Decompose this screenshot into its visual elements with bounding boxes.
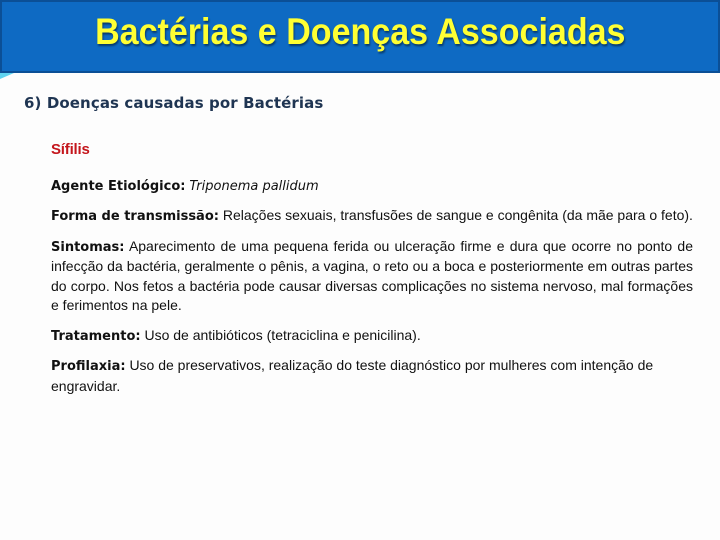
title-banner [0, 0, 720, 73]
field-value: Relações sexuais, transfusões de sangue e congênita (da mãe para o feto). [222, 207, 693, 223]
field-forma-transmissao [51, 206, 693, 227]
field-label: Sintomas: [51, 239, 125, 255]
field-value: Triponema pallidum [189, 178, 319, 194]
field-profilaxia [51, 356, 693, 396]
field-label: Agente Etiológico: [51, 178, 186, 194]
slide-title: Bactérias e Doenças Associadas [94, 10, 626, 52]
field-label: Profilaxia: [51, 359, 126, 374]
field-value: Uso de preservativos, realização do teste diagnóstico por mulheres com intenção de engravidar. [51, 357, 654, 394]
field-label: Forma de transmissão: [51, 209, 219, 224]
disease-content [51, 140, 693, 406]
field-tratamento [51, 326, 693, 347]
field-value: Aparecimento de uma pequena ferida ou ulceração firme e dura que ocorre no ponto de infecção da bactéria, geralmente o pênis, a vagina, o reto ou a boca e posteriormente em outras partes do corpo. Nos fetos a bactéria pode causar diversas complicações no sistema nervoso, mal formações e ferimentos na pele. [51, 237, 694, 313]
field-value: Uso de antibióticos (tetraciclina e penicilina). [144, 326, 421, 343]
section-heading: 6) Doenças causadas por Bactérias [24, 94, 324, 112]
disease-name: Sífilis [51, 141, 90, 158]
field-sintomas [51, 237, 693, 316]
field-agente-etiologico [51, 176, 693, 197]
field-label: Tratamento: [51, 328, 141, 344]
corner-accent-triangle [0, 73, 14, 79]
